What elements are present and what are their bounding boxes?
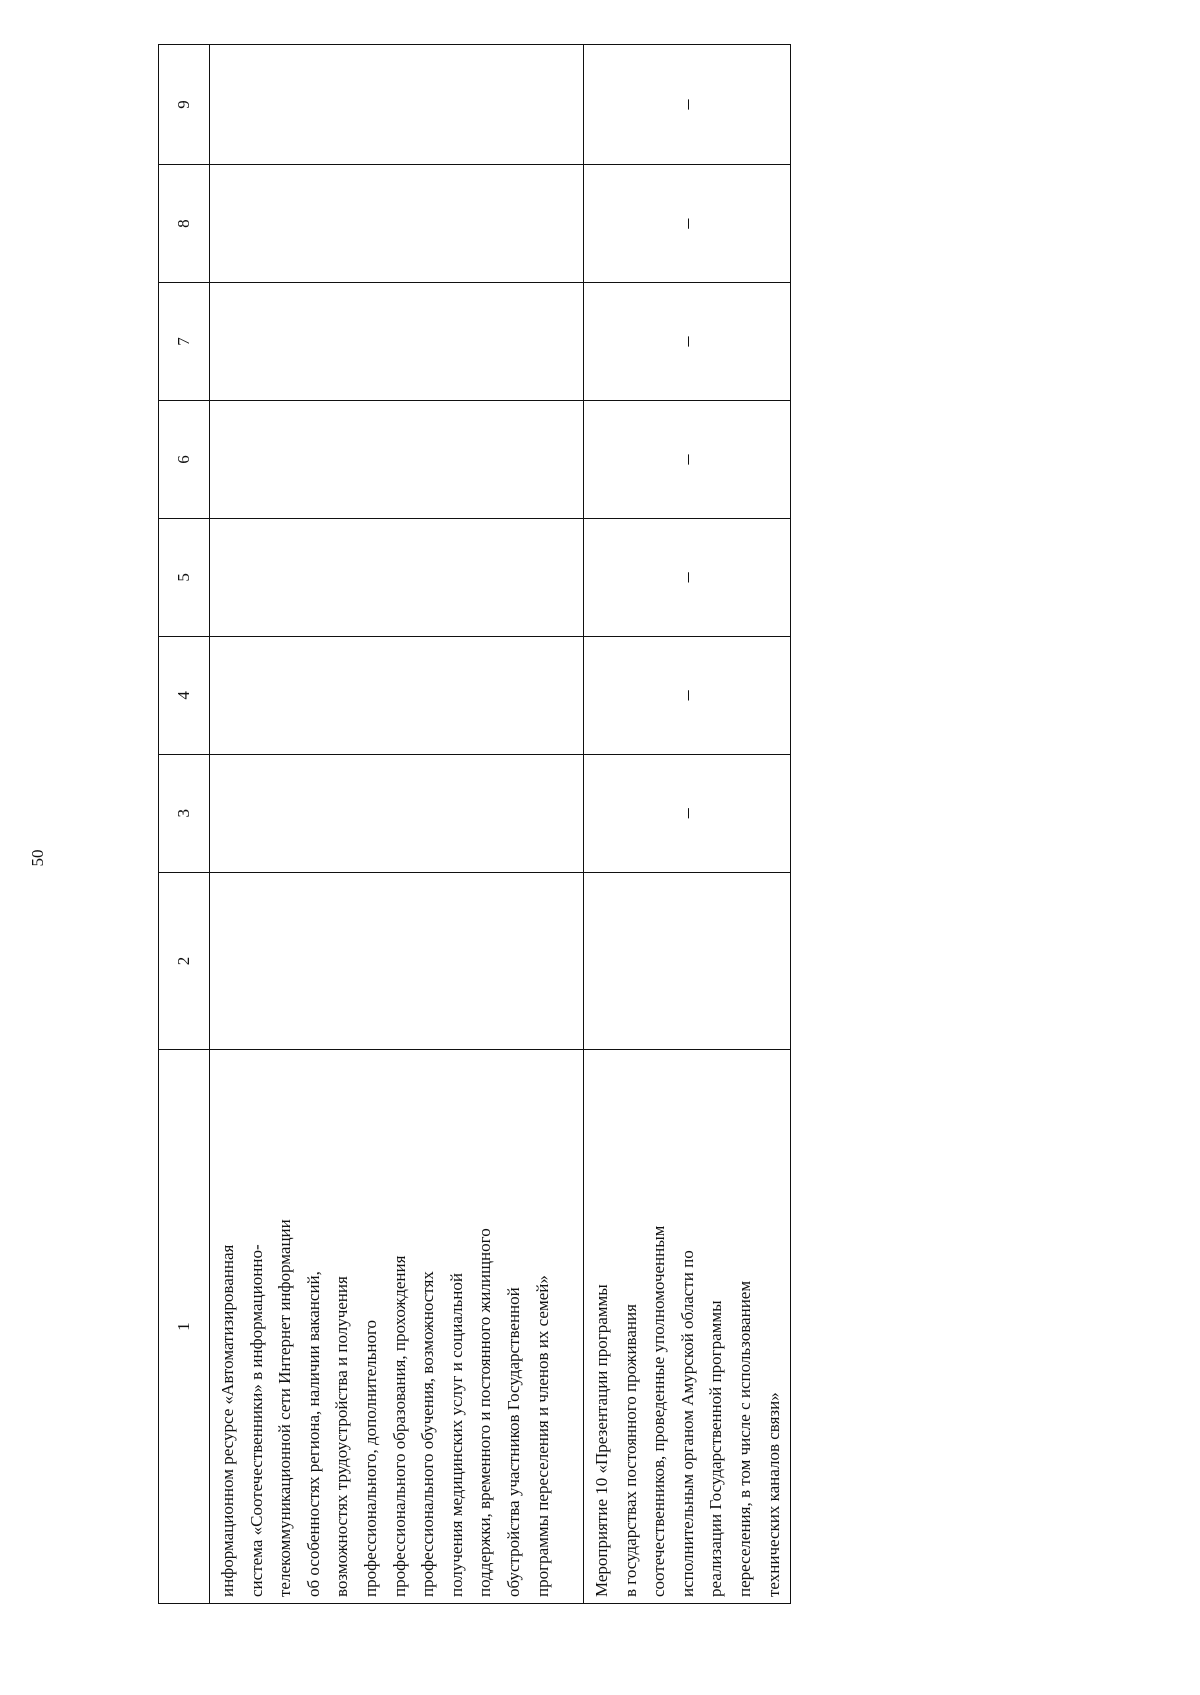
text-line: Мероприятие 10 «Презентации программы xyxy=(592,1284,611,1597)
table-cell xyxy=(210,872,584,1049)
text-line: профессионального, дополнительного xyxy=(360,1319,380,1597)
table-cell: – xyxy=(584,283,791,401)
table-cell xyxy=(210,283,584,401)
column-header-4: 4 xyxy=(159,636,210,754)
table-cell xyxy=(210,45,584,165)
table-cell xyxy=(210,636,584,754)
page-number: 50 xyxy=(28,849,47,867)
text-line: об особенностях региона, наличии вакансий, xyxy=(303,1271,323,1597)
text-line: исполнительным органом Амурской области по xyxy=(677,1250,697,1597)
column-header-5: 5 xyxy=(159,518,210,636)
row-description-cell xyxy=(584,1050,791,1604)
table-cell: – xyxy=(584,165,791,283)
column-header-9: 9 xyxy=(159,45,210,165)
text-line: получения медицинских услуг и социальной xyxy=(446,1273,466,1597)
column-header-3: 3 xyxy=(159,754,210,872)
text-line: в государствах постоянного проживания xyxy=(620,1304,640,1597)
column-header-7: 7 xyxy=(159,283,210,401)
text-line: поддержки, временного и постоянного жилищного xyxy=(475,1228,495,1597)
table-cell xyxy=(210,518,584,636)
table-cell: – xyxy=(584,45,791,165)
text-line: соотечественников, проведенные уполномоченным xyxy=(649,1225,669,1597)
table-cell xyxy=(210,400,584,518)
row-description xyxy=(584,1050,790,1603)
table-cell xyxy=(210,165,584,283)
column-header-1: 1 xyxy=(159,1050,210,1604)
table-row xyxy=(584,45,791,1604)
text-line: возможностях трудоустройства и получения xyxy=(332,1276,352,1597)
row-description xyxy=(210,1050,559,1603)
table-cell xyxy=(210,754,584,872)
text-line: реализации Государственной программы xyxy=(706,1300,726,1597)
text-line: система «Соотечественники» в информационно- xyxy=(246,1244,266,1597)
table-cell: – xyxy=(584,518,791,636)
table-container xyxy=(158,44,783,1604)
text-line: технических каналов связи» xyxy=(763,1392,783,1597)
column-header-6: 6 xyxy=(159,400,210,518)
text-line: программы переселения и членов их семей» xyxy=(532,1275,552,1597)
column-header-2: 2 xyxy=(159,872,210,1049)
data-table xyxy=(158,44,791,1604)
text-line: переселения, в том числе с использованием xyxy=(734,1280,754,1597)
table-header-row xyxy=(159,45,210,1604)
table-cell: – xyxy=(584,400,791,518)
table-cell xyxy=(584,872,791,1049)
table-cell: – xyxy=(584,754,791,872)
row-description-cell xyxy=(210,1050,584,1604)
column-header-8: 8 xyxy=(159,165,210,283)
text-line: профессионального образования, прохождения xyxy=(389,1255,409,1597)
table-row xyxy=(210,45,584,1604)
text-line: обустройства участников Государственной xyxy=(503,1287,523,1597)
text-line: информационном ресурсе «Автоматизированная xyxy=(218,1244,237,1597)
text-line: профессионального обучения, возможностях xyxy=(418,1271,438,1597)
text-line: телекоммуникационной сети Интернет информации xyxy=(275,1219,295,1597)
table-cell: – xyxy=(584,636,791,754)
